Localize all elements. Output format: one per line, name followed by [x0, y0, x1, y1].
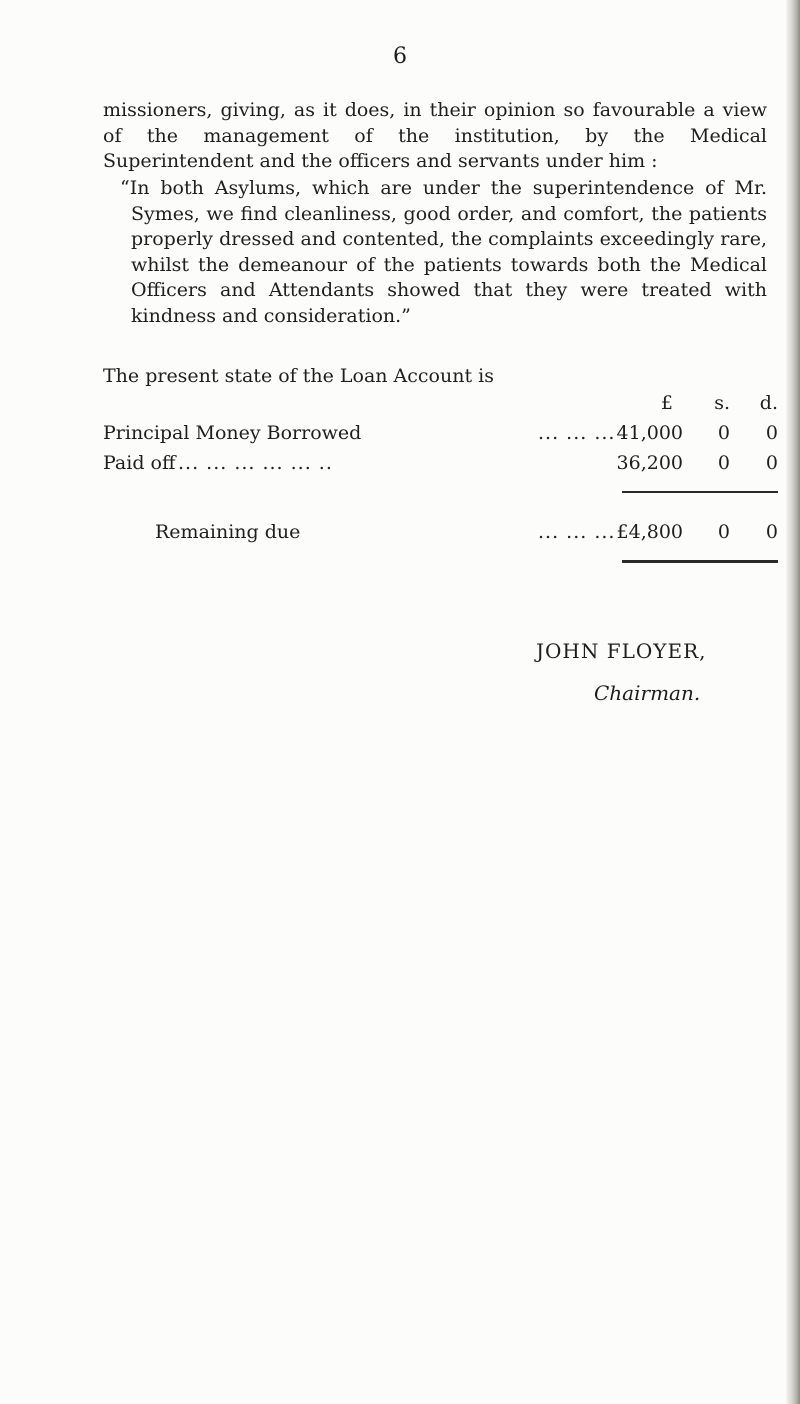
table-row — [103, 420, 778, 446]
loan-table-header — [103, 390, 778, 416]
pounds-header: £ — [660, 392, 673, 414]
row-label: Paid off — [103, 452, 176, 474]
subtotal-rule — [622, 491, 778, 493]
table-row — [103, 450, 778, 476]
table-row-total — [103, 519, 778, 545]
pence-value: 0 — [765, 521, 778, 543]
signatory-name: JOHN FLOYER, — [536, 639, 707, 663]
leader-dots: ... ... ... ... ... .. — [178, 452, 333, 474]
shillings-header: s. — [714, 392, 730, 414]
row-label: Principal Money Borrowed — [103, 422, 362, 444]
signatory-title: Chairman. — [594, 681, 701, 705]
shillings-value: 0 — [717, 521, 730, 543]
quotation-text: “In both Asylums, which are under the superintendence of Mr. Symes, we find cleanliness, good order, and comfort, the patients properly dressed and contented, the complaints exceedingly rare, whilst the demeanour of the patients towards both the Medical Officers and Attendants showed that they were treated with kindness and consideration.” — [120, 177, 767, 327]
loan-intro-text: The present state of the Loan Account is — [103, 365, 494, 387]
row-label: Remaining due — [155, 521, 301, 543]
leader-dots: ... ... ... — [538, 422, 616, 444]
shillings-value: 0 — [717, 452, 730, 474]
page-edge-shadow — [786, 0, 800, 1404]
pounds-value: 36,200 — [616, 452, 683, 474]
total-rule — [622, 560, 778, 563]
leader-dots: ... ... ... — [538, 521, 616, 543]
quotation-block — [120, 176, 767, 329]
pence-value: 0 — [765, 422, 778, 444]
pounds-value: £4,800 — [616, 521, 683, 543]
pounds-value: 41,000 — [616, 422, 683, 444]
page-number: 6 — [393, 44, 407, 69]
pence-value: 0 — [765, 452, 778, 474]
pence-header: d. — [759, 392, 778, 414]
paragraph-intro: missioners, giving, as it does, in their opinion so favourable a view of the management of the institution, by the Medical Superintendent and the officers and servants under him : — [103, 99, 767, 172]
shillings-value: 0 — [717, 422, 730, 444]
